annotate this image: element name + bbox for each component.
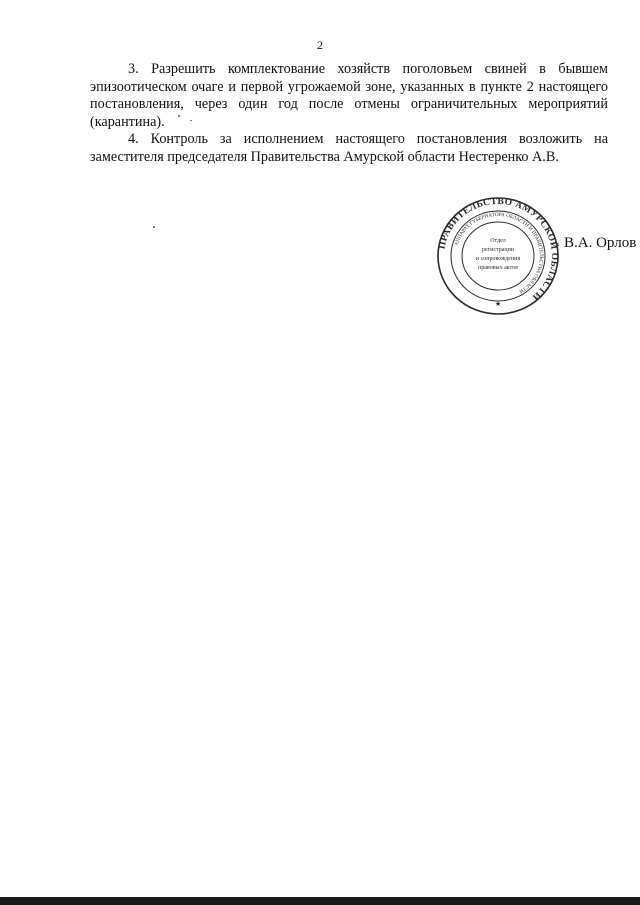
- seal-outer-text: ПРАВИТЕЛЬСТВО АМУРСКОЙ ОБЛАСТИ: [437, 196, 560, 302]
- paragraph-3: 3. Разрешить комплектование хозяйств поголовьем свиней в бывшем эпизоотическом очаге и первой угрожаемой зоне, указанных в пункте 2 настоящего постановления, через один год после отмены ограничительных мероприятий (карантина).: [90, 61, 608, 130]
- svg-text:★: ★: [494, 300, 502, 308]
- official-seal-icon: [436, 196, 560, 316]
- scan-speck: [190, 120, 192, 121]
- paragraph-4: 4. Контроль за исполнением настоящего постановления возложить на заместителя председателя Правительства Амурской области Нестеренко А.В.: [90, 131, 608, 165]
- scan-speck: [178, 115, 180, 117]
- signature-block: [436, 196, 636, 316]
- seal-middle-text: АППАРАТ ГУБЕРНАТОРА ОБЛАСТИ И ПРАВИТЕЛЬСТВА ОБЛАСТИ: [453, 211, 545, 295]
- seal-center-line-3: и сопровождения: [475, 256, 521, 262]
- signatory-name: В.А. Орлов: [564, 235, 637, 251]
- page-number: 2: [317, 38, 323, 52]
- document-body: [90, 61, 608, 166]
- scan-speck: [153, 226, 155, 228]
- svg-text:АППАРАТ ГУБЕРНАТОРА ОБЛАСТИ И: [454, 212, 545, 294]
- seal-center-line-1: Отдел: [490, 238, 506, 244]
- seal-center-line-4: правовых актов: [478, 265, 518, 271]
- scan-bottom-edge: [0, 897, 640, 905]
- seal-center-line-2: регистрации: [482, 247, 514, 253]
